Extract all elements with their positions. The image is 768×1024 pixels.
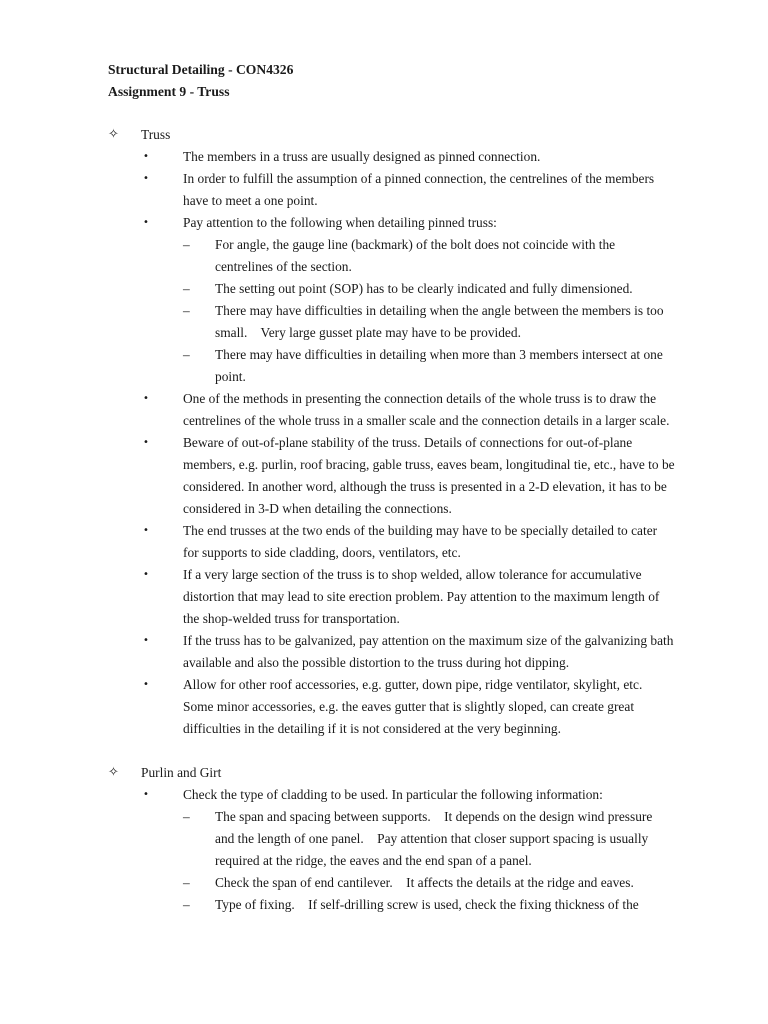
list-item-text: Beware of out-of-plane stability of the truss. Details of connections for out-of-plane members, e.g. purlin, roof bracing, gable truss, eaves beam, longitudinal tie, etc., have to be considered. In another word, although the truss is presented in a 2-D elevation, it has to be considered in 3-D when detailing the connections.: [183, 435, 675, 516]
sub-list-item: [0, 872, 670, 894]
list-item-text: Pay attention to the following when detailing pinned truss:: [183, 215, 497, 230]
list-item: [0, 146, 675, 168]
sub-list-item-text: For angle, the gauge line (backmark) of the bolt does not coincide with the centrelines of the section.: [215, 237, 616, 274]
list-item: [0, 212, 675, 234]
dash-icon: –: [183, 347, 190, 362]
list-item: [0, 784, 675, 806]
dash-icon: –: [183, 809, 190, 824]
sub-list-item: [0, 234, 670, 278]
list-item-text: If the truss has to be galvanized, pay attention on the maximum size of the galvanizing bath available and also the possible distortion to the truss during hot dipping.: [183, 633, 674, 670]
bullet-icon: •: [143, 393, 149, 404]
list-item: [0, 564, 675, 630]
section-heading-purlin-and-girt: [0, 762, 768, 784]
section-heading-truss: [0, 124, 768, 146]
sub-list-item: [0, 344, 670, 388]
bullet-icon: •: [143, 525, 149, 536]
sub-list-item-text: There may have difficulties in detailing when more than 3 members intersect at one point.: [215, 347, 663, 384]
bullet-icon: •: [143, 569, 149, 580]
sub-list-item-text: There may have difficulties in detailing when the angle between the members is too small. Very large gusset plate may have to be provided.: [215, 303, 667, 340]
sub-list-item-text: The setting out point (SOP) has to be clearly indicated and fully dimensioned.: [215, 281, 633, 296]
list-item: [0, 168, 675, 212]
list-item: [0, 520, 675, 564]
list-item-text: Allow for other roof accessories, e.g. gutter, down pipe, ridge ventilator, skylight, etc. Some minor accessories, e.g. the eaves gutter that is slightly sloped, can create great difficulties in the detailing if it is not considered at the very beginning.: [183, 677, 643, 736]
list-item: [0, 674, 675, 740]
list-item-text: The end trusses at the two ends of the building may have to be specially detailed to cater for supports to side cladding, doors, ventilators, etc.: [183, 523, 658, 560]
dash-icon: –: [183, 897, 190, 912]
section-title: Purlin and Girt: [141, 765, 222, 780]
sub-list-item: [0, 300, 670, 344]
diamond-bullet-icon: ✧: [108, 127, 119, 142]
list-item-text: In order to fulfill the assumption of a pinned connection, the centrelines of the members have to meet a one point.: [183, 171, 655, 208]
sub-list-item: [0, 806, 670, 872]
section-title: Truss: [141, 127, 171, 142]
diamond-bullet-icon: ✧: [108, 765, 119, 780]
bullet-icon: •: [143, 635, 149, 646]
dash-icon: –: [183, 237, 190, 252]
assignment-title: Assignment 9 - Truss: [108, 84, 230, 99]
bullet-icon: •: [143, 151, 149, 162]
list-item-text: The members in a truss are usually designed as pinned connection.: [183, 149, 541, 164]
dash-icon: –: [183, 875, 190, 890]
list-item: [0, 630, 675, 674]
bullet-icon: •: [143, 679, 149, 690]
document-body: [0, 124, 768, 916]
spacer: [0, 740, 768, 762]
sub-list-item: [0, 894, 670, 916]
sub-list-item-text: Type of fixing. If self-drilling screw is used, check the fixing thickness of the: [215, 897, 639, 912]
list-item: [0, 432, 675, 520]
list-item-text: One of the methods in presenting the connection details of the whole truss is to draw the centrelines of the whole truss in a smaller scale and the connection details in a larger scale.: [183, 391, 670, 428]
dash-icon: –: [183, 281, 190, 296]
bullet-icon: •: [143, 437, 149, 448]
sub-list-item-text: Check the span of end cantilever. It affects the details at the ridge and eaves.: [215, 875, 634, 890]
dash-icon: –: [183, 303, 190, 318]
bullet-icon: •: [143, 217, 149, 228]
sub-list-item: [0, 278, 670, 300]
bullet-icon: •: [143, 789, 149, 800]
list-item: [0, 388, 675, 432]
list-item-text: If a very large section of the truss is to shop welded, allow tolerance for accumulative distortion that may lead to site erection problem. Pay attention to the maximum length of the shop-welded truss for transportation.: [183, 567, 660, 626]
sub-list-item-text: The span and spacing between supports. It depends on the design wind pressure and the length of one panel. Pay attention that closer support spacing is usually required at the ridge, the eaves and the end span of a panel.: [215, 809, 656, 868]
course-title: Structural Detailing - CON4326: [108, 62, 294, 77]
bullet-icon: •: [143, 173, 149, 184]
list-item-text: Check the type of cladding to be used. In particular the following information:: [183, 787, 603, 802]
